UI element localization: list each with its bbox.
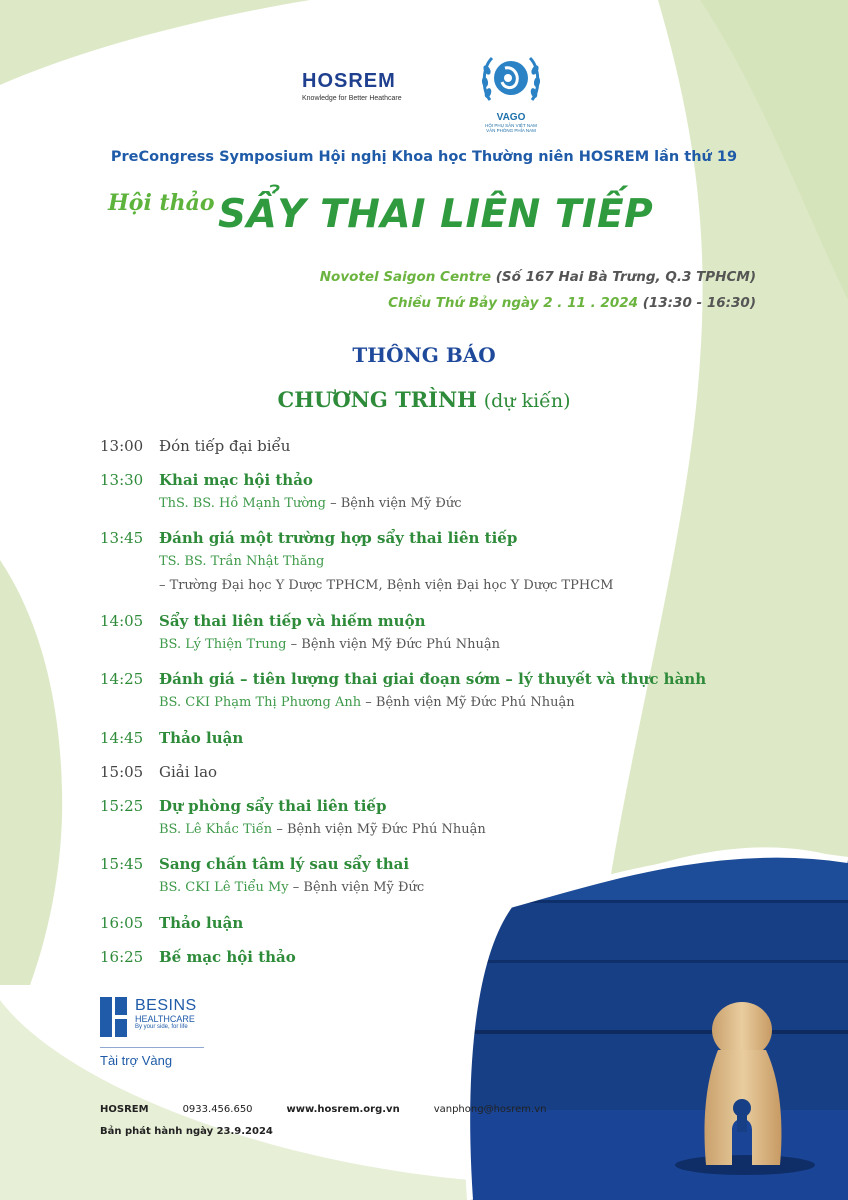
- schedule-speaker: BS. Lý Thiện Trung: [159, 637, 287, 652]
- besins-logo-name: BESINS: [135, 997, 197, 1014]
- schedule-time: 14:05: [100, 612, 144, 630]
- besins-logo: [100, 997, 197, 1037]
- hosrem-logo: [302, 70, 412, 102]
- schedule-title: Thảo luận: [159, 914, 244, 932]
- schedule-title: Sẩy thai liên tiếp và hiếm muộn: [159, 612, 426, 630]
- schedule-title: Sang chấn tâm lý sau sẩy thai: [159, 855, 410, 873]
- schedule-speaker-line: [159, 637, 500, 652]
- footer-org: HOSREM: [100, 1104, 149, 1115]
- event-title: SẨY THAI LIÊN TIẾP: [218, 192, 654, 237]
- schedule-time: 14:45: [100, 729, 144, 747]
- schedule-speaker: BS. CKI Lê Tiểu My: [159, 880, 289, 895]
- besins-logo-tagline: By your side, for life: [135, 1024, 188, 1030]
- schedule-speaker-line: [159, 822, 486, 837]
- schedule-time: 15:45: [100, 855, 144, 873]
- footer-email[interactable]: vanphong@hosrem.vn: [433, 1104, 547, 1115]
- hosrem-logo-name: HOSREM: [302, 70, 396, 92]
- schedule-time: 13:30: [100, 471, 144, 489]
- schedule-speaker: BS. Lê Khắc Tiến: [159, 822, 273, 837]
- schedule-time: 13:00: [100, 437, 144, 455]
- precongress-heading: PreCongress Symposium Hội nghị Khoa học Thường niên HOSREM lần thứ 19: [110, 149, 738, 165]
- sponsor-divider: [100, 1047, 204, 1048]
- schedule-speaker-line: [159, 496, 461, 511]
- vago-logo-sub1: HỘI PHỤ SẢN VIỆT NAM: [485, 123, 537, 128]
- schedule-speaker-line: [159, 554, 324, 569]
- vago-logo-text: [478, 112, 544, 133]
- besins-mark-icon: [100, 997, 130, 1037]
- schedule-affiliation: – Bệnh viện Mỹ Đức Phú Nhuận: [365, 695, 575, 710]
- schedule-affiliation: – Bệnh viện Mỹ Đức Phú Nhuận: [290, 637, 501, 652]
- venue-name: Novotel Saigon Centre: [319, 269, 491, 285]
- schedule-title: Dự phòng sẩy thai liên tiếp: [159, 797, 387, 815]
- schedule-title: Thảo luận: [159, 729, 244, 747]
- vago-emblem-icon: [478, 50, 544, 112]
- footer-phone: 0933.456.650: [182, 1104, 253, 1115]
- vago-logo: [478, 50, 544, 133]
- venue-address: (Số 167 Hai Bà Trưng, Q.3 TPHCM): [495, 269, 756, 285]
- vago-logo-sub2: VĂN PHÒNG PHÍA NAM: [486, 128, 536, 133]
- schedule-title: Đánh giá một trường hợp sẩy thai liên tiếp: [159, 529, 518, 547]
- schedule-speaker-line: [159, 695, 575, 710]
- program-heading: [0, 387, 848, 412]
- schedule-title: Đánh giá – tiên lượng thai giai đoạn sớm – lý thuyết và thực hành: [159, 670, 707, 688]
- venue-block: [320, 264, 756, 316]
- schedule-affiliation-line: [159, 578, 613, 593]
- schedule-title: Khai mạc hội thảo: [159, 471, 313, 489]
- vago-logo-name: VAGO: [496, 112, 526, 123]
- schedule-time: 14:25: [100, 670, 144, 688]
- schedule-time: 16:05: [100, 914, 144, 932]
- program-note: (dự kiến): [483, 390, 571, 412]
- schedule-time: 16:25: [100, 948, 144, 966]
- hoi-thao-label: Hội thảo: [108, 190, 215, 216]
- hosrem-logo-tagline: Knowledge for Better Heathcare: [302, 95, 402, 102]
- schedule-time: 15:05: [100, 763, 144, 781]
- schedule-speaker: TS. BS. Trần Nhật Thăng: [159, 554, 325, 569]
- schedule-affiliation: – Bệnh viện Mỹ Đức Phú Nhuận: [276, 822, 486, 837]
- schedule-title: Đón tiếp đại biểu: [159, 437, 291, 455]
- schedule-affiliation: – Bệnh viện Mỹ Đức: [330, 496, 462, 511]
- schedule-title: Bế mạc hội thảo: [159, 948, 296, 966]
- schedule-time: 13:45: [100, 529, 144, 547]
- schedule-speaker: ThS. BS. Hồ Mạnh Tường: [159, 496, 326, 511]
- footer-website[interactable]: www.hosrem.org.vn: [286, 1104, 400, 1115]
- event-date: Chiều Thứ Bảy ngày 2 . 11 . 2024: [388, 295, 638, 311]
- footer-contact: [100, 1104, 580, 1115]
- schedule-affiliation: – Bệnh viện Mỹ Đức: [292, 880, 425, 895]
- program-title: CHƯƠNG TRÌNH: [277, 387, 478, 412]
- sponsor-label: Tài trợ Vàng: [100, 1053, 173, 1068]
- schedule-speaker: BS. CKI Phạm Thị Phương Anh: [159, 695, 362, 710]
- published-date: Bản phát hành ngày 23.9.2024: [100, 1126, 273, 1137]
- schedule-affiliation: – Trường Đại học Y Dược TPHCM, Bệnh viện Đại học Y Dược TPHCM: [159, 578, 614, 593]
- schedule-time: 15:25: [100, 797, 144, 815]
- schedule-title: Giải lao: [159, 763, 218, 781]
- besins-logo-sub: HEALTHCARE: [135, 1014, 195, 1024]
- announcement-heading: THÔNG BÁO: [352, 343, 496, 367]
- event-time-range: (13:30 - 16:30): [642, 295, 756, 311]
- schedule-speaker-line: [159, 880, 424, 895]
